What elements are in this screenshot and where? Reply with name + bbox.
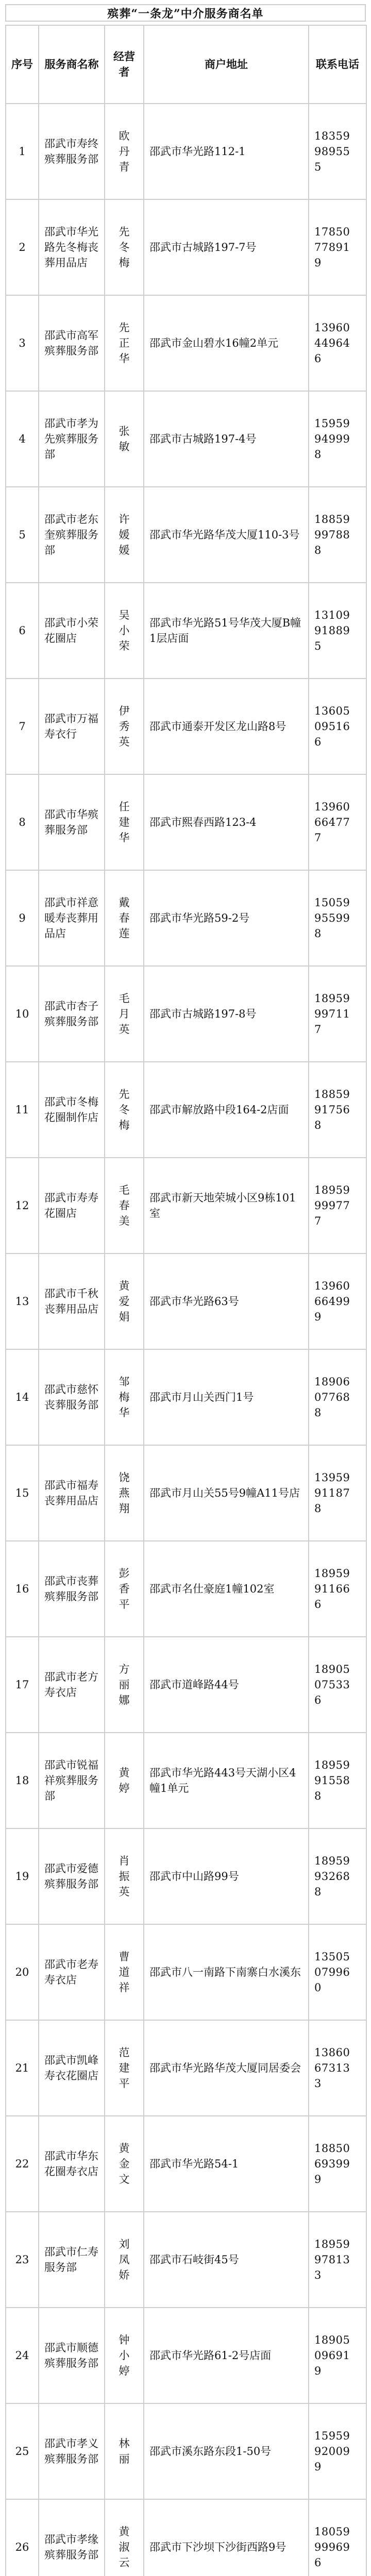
row-operator-text: 许媛媛 [119,513,130,556]
row-no: 23 [6,2212,39,2308]
row-name: 邵武市祥意暖寿丧葬用品店 [39,870,105,966]
row-operator-text: 肖振英 [119,1855,130,1898]
row-phone-text: 18850693999 [314,2142,350,2185]
row-name: 邵武市爱德殡葬服务部 [39,1828,105,1924]
row-address: 邵武市解放路中段164-2店面 [144,1062,309,1158]
row-no: 15 [6,1445,39,1541]
table-row [6,2212,366,2308]
row-phone-text: 13605095166 [314,705,350,748]
row-phone-text: 18905075336 [314,1663,350,1706]
row-operator-text: 刘凤娇 [119,2238,130,2281]
row-operator-text: 伊秀英 [119,705,130,748]
row-phone-text: 13960664777 [314,801,350,844]
row-operator-text: 彭香平 [119,1567,130,1611]
row-address: 邵武市华光路51号华茂大厦B幢1层店面 [144,583,309,679]
row-phone-text: 13960664999 [314,1280,350,1323]
row-operator-text: 黄爱娟 [119,1280,130,1323]
row-address: 邵武市华光路61-2号店面 [144,2308,309,2403]
row-phone [309,966,366,1062]
row-no: 25 [6,2403,39,2499]
row-operator-text: 先正华 [119,321,130,365]
row-operator [105,774,144,870]
row-phone [309,1733,366,1828]
row-no: 4 [6,391,39,487]
row-name: 邵武市孝缘殡葬服务部 [39,2499,105,2576]
row-phone [309,679,366,774]
row-name: 邵武市凯峰寿衣花圈店 [39,2020,105,2116]
row-phone-text: 13960449646 [314,321,350,365]
row-name: 邵武市老东奎殡葬服务部 [39,487,105,583]
document-title: 殡葬“一条龙”中介服务商名单 [5,4,366,22]
table-row [6,487,366,583]
row-name: 邵武市老寿寿衣店 [39,1924,105,2020]
row-operator-text: 张敏 [119,425,130,453]
row-address: 邵武市新天地荣城小区9栋101室 [144,1158,309,1253]
table-row [6,104,366,199]
row-address: 邵武市华光路112-1 [144,104,309,199]
table-row [6,870,366,966]
row-operator-text: 黄婷 [119,1767,130,1794]
row-no: 12 [6,1158,39,1253]
row-no: 19 [6,1828,39,1924]
row-operator [105,1445,144,1541]
row-no: 11 [6,1062,39,1158]
row-operator-text: 范建平 [119,2046,130,2090]
table-row [6,1253,366,1349]
table-row [6,295,366,391]
table-row [6,1828,366,1924]
row-operator-text: 戴春莲 [119,896,130,940]
row-phone [309,2403,366,2499]
row-address: 邵武市华光路华茂大厦同居委会 [144,2020,309,2116]
row-phone-text: 13860673133 [314,2046,350,2090]
header-phone: 联系电话 [309,25,366,104]
row-address: 邵武市华光路443号天湖小区4幢1单元 [144,1733,309,1828]
row-phone [309,391,366,487]
table-row [6,1637,366,1733]
row-phone [309,1158,366,1253]
row-phone [309,2020,366,2116]
row-phone [309,1062,366,1158]
row-address: 邵武市华光路63号 [144,1253,309,1349]
row-operator [105,295,144,391]
row-operator-text: 毛春美 [119,1184,130,1227]
row-address: 邵武市月山关西门1号 [144,1349,309,1445]
row-name: 邵武市小荣花圈店 [39,583,105,679]
row-operator [105,2212,144,2308]
table-row [6,583,366,679]
row-operator [105,199,144,295]
row-phone [309,1445,366,1541]
row-phone [309,2212,366,2308]
row-address: 邵武市八一南路下南寨白水溪东 [144,1924,309,2020]
row-phone-text: 18906077688 [314,1376,350,1419]
row-phone [309,870,366,966]
row-phone [309,2116,366,2212]
row-no: 1 [6,104,39,199]
row-address: 邵武市古城路197-7号 [144,199,309,295]
table-row [6,2020,366,2116]
row-address: 邵武市华光路华茂大厦110-3号 [144,487,309,583]
row-no: 6 [6,583,39,679]
header-operator: 经营者 [105,25,144,104]
row-phone-text: 17850778919 [314,226,350,269]
row-address: 邵武市道峰路44号 [144,1637,309,1733]
row-phone-text: 15959920099 [314,2430,350,2473]
row-address: 邵武市中山路99号 [144,1828,309,1924]
row-phone [309,104,366,199]
row-no: 8 [6,774,39,870]
row-operator [105,2308,144,2403]
row-name: 邵武市华光路先冬梅丧葬用品店 [39,199,105,295]
row-operator-text: 吴小荣 [119,609,130,652]
row-operator-text: 黄淑云 [119,2526,130,2569]
row-no: 26 [6,2499,39,2576]
row-address: 邵武市古城路197-4号 [144,391,309,487]
row-no: 2 [6,199,39,295]
row-no: 17 [6,1637,39,1733]
row-operator-text: 方丽娜 [119,1663,130,1706]
row-phone [309,2499,366,2576]
row-phone [309,1253,366,1349]
row-address: 邵武市熙春西路123-4 [144,774,309,870]
row-operator [105,104,144,199]
row-operator [105,1541,144,1637]
table-row [6,774,366,870]
row-operator [105,1828,144,1924]
row-operator [105,1158,144,1253]
row-name: 邵武市孝义殡葬服务部 [39,2403,105,2499]
table-row [6,2403,366,2499]
row-name: 邵武市顺德殡葬服务部 [39,2308,105,2403]
table-row [6,1541,366,1637]
table-row [6,1158,366,1253]
table-row [6,2499,366,2576]
table-row [6,966,366,1062]
row-no: 13 [6,1253,39,1349]
row-phone-text: 18959999777 [314,1184,350,1227]
row-name: 邵武市孝为先殡葬服务部 [39,391,105,487]
row-operator [105,2499,144,2576]
row-phone-text: 18959911666 [314,1567,350,1611]
row-phone [309,2308,366,2403]
row-name: 邵武市寿终殡葬服务部 [39,104,105,199]
row-operator [105,2403,144,2499]
row-phone [309,487,366,583]
row-phone-text: 13959911878 [314,1471,350,1515]
row-address: 邵武市通泰开发区龙山路8号 [144,679,309,774]
row-no: 18 [6,1733,39,1828]
row-phone-text: 18859997888 [314,513,350,556]
row-phone-text: 18959932688 [314,1855,350,1898]
row-name: 邵武市仁寿服务部 [39,2212,105,2308]
row-phone-text: 18859917568 [314,1088,350,1131]
header-address: 商户地址 [144,25,309,104]
header-name: 服务商名称 [39,25,105,104]
row-operator [105,870,144,966]
row-address: 邵武市古城路197-8号 [144,966,309,1062]
row-name: 邵武市华东花圈寿衣店 [39,2116,105,2212]
row-address: 邵武市下沙坝下沙街西路9号 [144,2499,309,2576]
row-no: 10 [6,966,39,1062]
row-address: 邵武市溪东路东段1-50号 [144,2403,309,2499]
table-row [6,1733,366,1828]
row-address: 邵武市华光路54-1 [144,2116,309,2212]
row-phone-text: 18959915588 [314,1759,350,1802]
row-phone [309,1637,366,1733]
row-phone-text: 13109918895 [314,609,350,652]
row-phone-text: 18959997117 [314,992,350,1036]
row-name: 邵武市老方寿衣店 [39,1637,105,1733]
row-phone-text: 18359989555 [314,130,350,173]
row-no: 16 [6,1541,39,1637]
table-row [6,1445,366,1541]
row-operator-text: 先冬梅 [119,1088,130,1131]
table-row [6,2116,366,2212]
table-row [6,391,366,487]
row-operator-text: 饶燕翔 [119,1471,130,1515]
row-address: 邵武市名仕豪庭1幢102室 [144,1541,309,1637]
row-no: 5 [6,487,39,583]
row-no: 24 [6,2308,39,2403]
row-name: 邵武市华殡葬服务部 [39,774,105,870]
row-name: 邵武市锐福祥殡葬服务部 [39,1733,105,1828]
row-operator [105,487,144,583]
row-no: 22 [6,2116,39,2212]
row-phone [309,1349,366,1445]
row-operator-text: 黄金文 [119,2142,130,2185]
row-address: 邵武市月山关55号9幢A11号店 [144,1445,309,1541]
row-operator [105,966,144,1062]
row-phone-text: 13505079960 [314,1951,350,1994]
row-name: 邵武市冬梅花圈制作店 [39,1062,105,1158]
row-operator-text: 任建华 [119,801,130,844]
row-operator-text: 钟小婷 [119,2334,130,2377]
table-row [6,679,366,774]
row-operator [105,583,144,679]
row-operator [105,679,144,774]
row-operator-text: 曹道祥 [119,1951,130,1994]
row-operator [105,1924,144,2020]
row-name: 邵武市寿寿花圈店 [39,1158,105,1253]
row-operator-text: 欧丹青 [119,130,130,173]
row-operator [105,1253,144,1349]
row-name: 邵武市福寿丧葬用品店 [39,1445,105,1541]
row-name: 邵武市丧葬殡葬服务部 [39,1541,105,1637]
row-name: 邵武市千秋丧葬用品店 [39,1253,105,1349]
row-address: 邵武市华光路59-2号 [144,870,309,966]
row-phone-text: 15059955998 [314,896,350,940]
row-phone [309,295,366,391]
row-operator-text: 邹梅华 [119,1376,130,1419]
table-row [6,199,366,295]
row-phone [309,199,366,295]
row-operator [105,391,144,487]
row-phone-text: 18905096919 [314,2334,350,2377]
row-operator [105,1349,144,1445]
row-name: 邵武市万福寿衣行 [39,679,105,774]
row-name: 邵武市高军殡葬服务部 [39,295,105,391]
table-row [6,1924,366,2020]
row-no: 21 [6,2020,39,2116]
table-row [6,1062,366,1158]
table-row [6,1349,366,1445]
row-name: 邵武市杏子殡葬服务部 [39,966,105,1062]
row-name: 邵武市慈怀丧葬服务部 [39,1349,105,1445]
row-address: 邵武市石岐街45号 [144,2212,309,2308]
row-no: 14 [6,1349,39,1445]
row-phone-text: 15959949998 [314,417,350,461]
table-row [6,2308,366,2403]
table-header-row [6,25,366,104]
row-phone [309,1924,366,2020]
row-operator-text: 毛月英 [119,992,130,1036]
header-no: 序号 [6,25,39,104]
row-no: 9 [6,870,39,966]
row-operator [105,1637,144,1733]
row-operator-text: 先冬梅 [119,226,130,269]
vendor-table [5,25,367,2576]
row-address: 邵武市金山碧水16幢2单元 [144,295,309,391]
row-phone [309,583,366,679]
row-phone-text: 18959978133 [314,2238,350,2281]
row-operator [105,2020,144,2116]
row-phone [309,774,366,870]
row-no: 3 [6,295,39,391]
row-no: 7 [6,679,39,774]
row-operator-text: 林丽 [119,2437,130,2465]
row-operator [105,2116,144,2212]
row-phone-text: 18059999696 [314,2526,350,2569]
row-operator [105,1062,144,1158]
row-phone [309,1541,366,1637]
row-operator [105,1733,144,1828]
row-no: 20 [6,1924,39,2020]
row-phone [309,1828,366,1924]
